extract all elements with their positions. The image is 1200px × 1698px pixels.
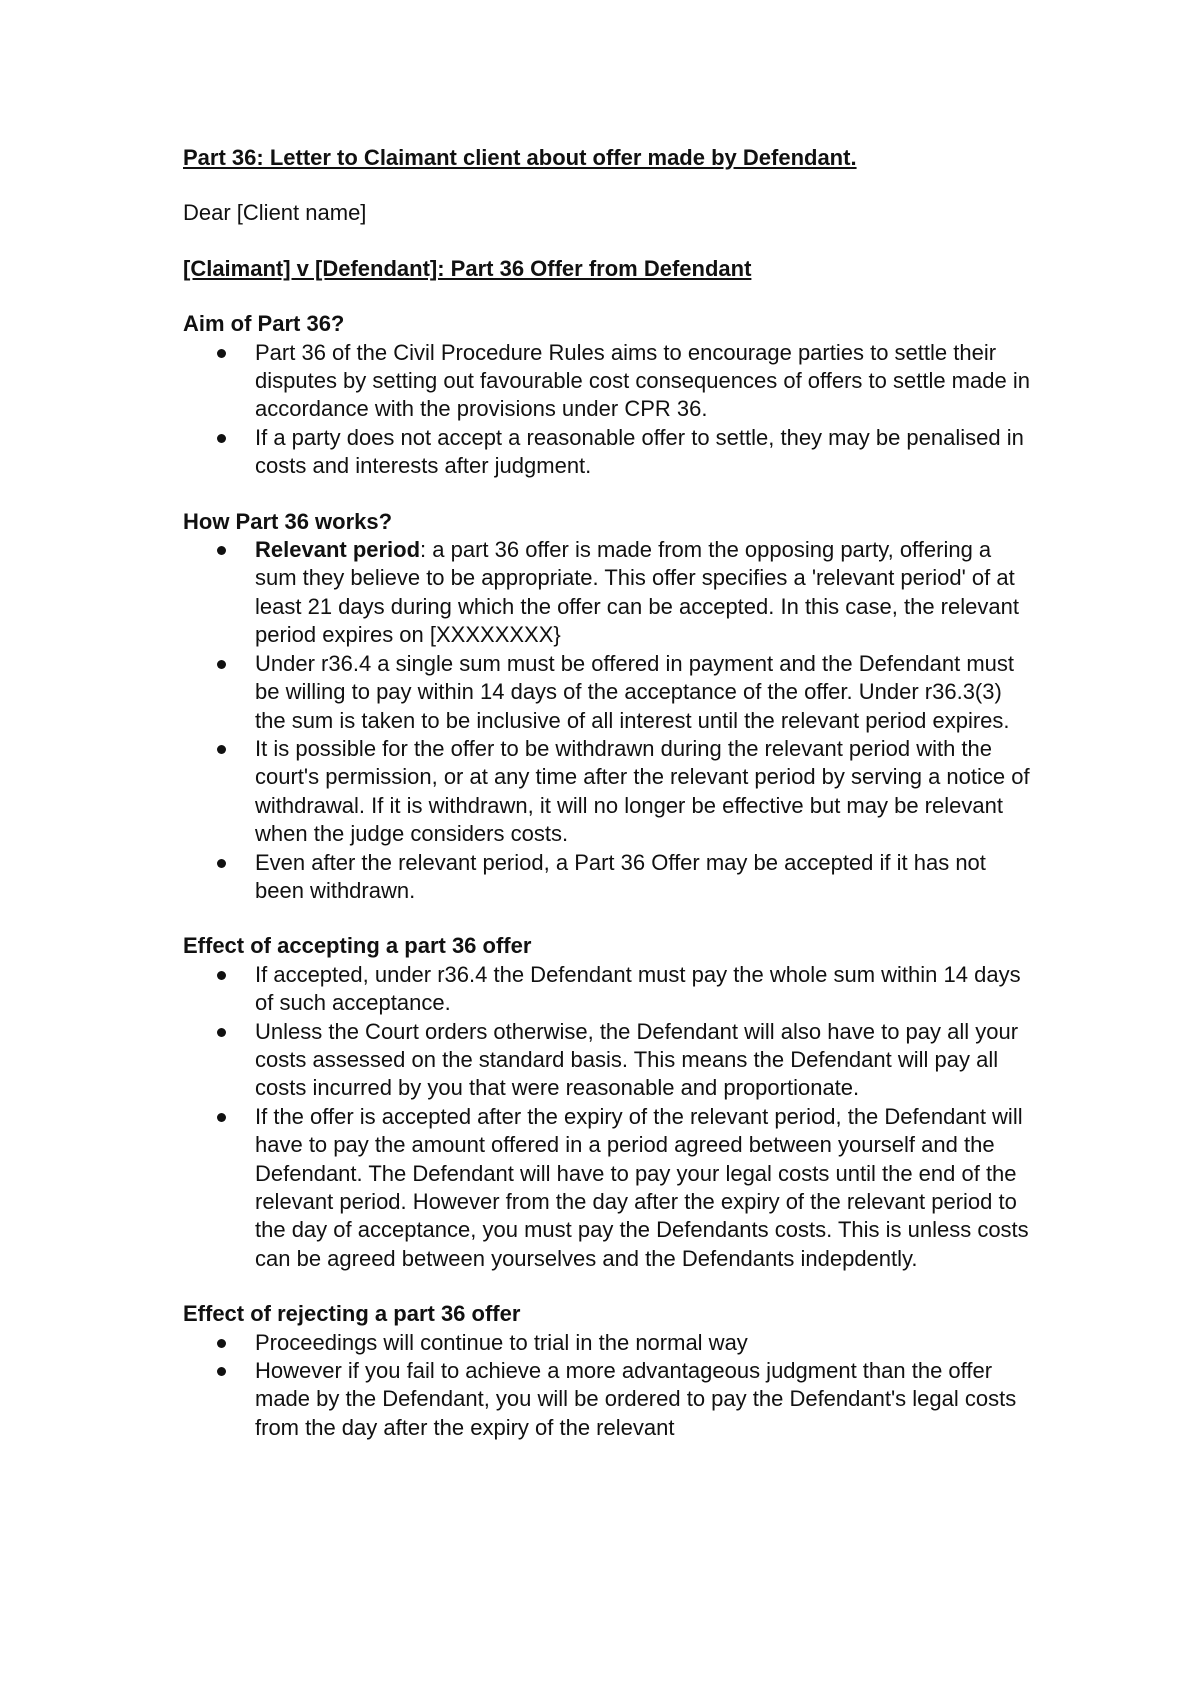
bullet-lead: Relevant period: [255, 537, 421, 563]
bullet-list: [183, 1329, 1033, 1443]
bullet-text: Under r36.4 a single sum must be offered in payment and the Defendant must be willing to pay within 14 days of the acceptance of the offer. Under r36.3(3) the sum is taken to be inclusive of all interest until the relevant period expires.: [255, 650, 1015, 733]
bullet-text: If a party does not accept a reasonable offer to settle, they may be penalised in costs and interests after judgment.: [255, 424, 1024, 479]
bullet-list: [183, 536, 1033, 905]
section-heading: Aim of Part 36?: [183, 311, 345, 337]
section-how-it-works: [183, 508, 1033, 906]
bullet-item: [255, 849, 1033, 906]
section-heading: Effect of rejecting a part 36 offer: [183, 1301, 521, 1327]
bullet-text: Even after the relevant period, a Part 36 Offer may be accepted if it has not been withdrawn.: [255, 849, 986, 903]
bullet-text: It is possible for the offer to be withdrawn during the relevant period with the court's permission, or at any time after the relevant period by serving a notice of withdrawal. If it is withdrawn, it will no longer be effective but may be relevant when the judge considers costs.: [255, 735, 1030, 847]
bullet-text: If accepted, under r36.4 the Defendant must pay the whole sum within 14 days of such acceptance.: [255, 961, 1021, 1016]
section-heading: Effect of accepting a part 36 offer: [183, 933, 532, 959]
bullet-item: [255, 339, 1033, 424]
bullet-dot-icon: [217, 971, 226, 980]
bullet-list: [183, 339, 1033, 481]
bullet-item: [255, 1018, 1033, 1103]
subject-line: [Claimant] v [Defendant]: Part 36 Offer from Defendant: [183, 255, 752, 281]
bullet-item: [255, 1103, 1033, 1273]
section-rejecting: [183, 1300, 1033, 1442]
bullet-dot-icon: [217, 546, 226, 555]
section-accepting: [183, 932, 1033, 1273]
bullet-text: However if you fail to achieve a more advantageous judgment than the offer made by the Defendant, you will be ordered to pay the Defendant's legal costs from the day after the expiry of the relevant: [255, 1358, 1017, 1440]
bullet-dot-icon: [217, 349, 226, 358]
bullet-dot-icon: [217, 1113, 226, 1122]
bullet-dot-icon: [217, 1367, 226, 1376]
greeting: Dear [Client name]: [183, 200, 367, 226]
bullet-item: [255, 1357, 1033, 1442]
bullet-dot-icon: [217, 434, 226, 443]
document-page: [183, 144, 1033, 1442]
bullet-item: [255, 961, 1033, 1018]
bullet-text: Unless the Court orders otherwise, the Defendant will also have to pay all your costs assessed on the standard basis. This means the Defendant will pay all costs incurred by you that were reasonable and proportionate.: [255, 1018, 1019, 1101]
bullet-item: [255, 650, 1033, 735]
document-title: Part 36: Letter to Claimant client about offer made by Defendant.: [183, 145, 857, 170]
bullet-item: [255, 536, 1033, 650]
bullet-text: Part 36 of the Civil Procedure Rules aims to encourage parties to settle their disputes by setting out favourable cost consequences of offers to settle made in accordance with the provisions under CPR 36.: [255, 339, 1030, 422]
bullet-dot-icon: [217, 1028, 226, 1037]
bullet-item: [255, 735, 1033, 849]
bullet-dot-icon: [217, 745, 226, 754]
bullet-dot-icon: [217, 1339, 226, 1348]
bullet-text: Proceedings will continue to trial in the normal way: [255, 1329, 748, 1355]
section-aim: [183, 310, 1033, 480]
section-heading: How Part 36 works?: [183, 508, 393, 534]
bullet-text: : a part 36 offer is made from the opposing party, offering a sum they believe to be appropriate. This offer specifies a 'relevant period' of at least 21 days during which the offer can be accepted. In this case, the relevant period expires on [XXXXXXXX}: [255, 537, 1019, 648]
bullet-item: [255, 1329, 1033, 1357]
bullet-dot-icon: [217, 660, 226, 669]
bullet-dot-icon: [217, 859, 226, 868]
bullet-item: [255, 424, 1033, 481]
bullet-list: [183, 961, 1033, 1273]
bullet-text: If the offer is accepted after the expiry of the relevant period, the Defendant will have to pay the amount offered in a period agreed between yourself and the Defendant. The Defendant will have to pay your legal costs until the end of the relevant period. However from the day after the expiry of the relevant period to the day of acceptance, you must pay the Defendants costs. This is unless costs can be agreed between yourselves and the Defendants indepdently.: [255, 1103, 1029, 1271]
